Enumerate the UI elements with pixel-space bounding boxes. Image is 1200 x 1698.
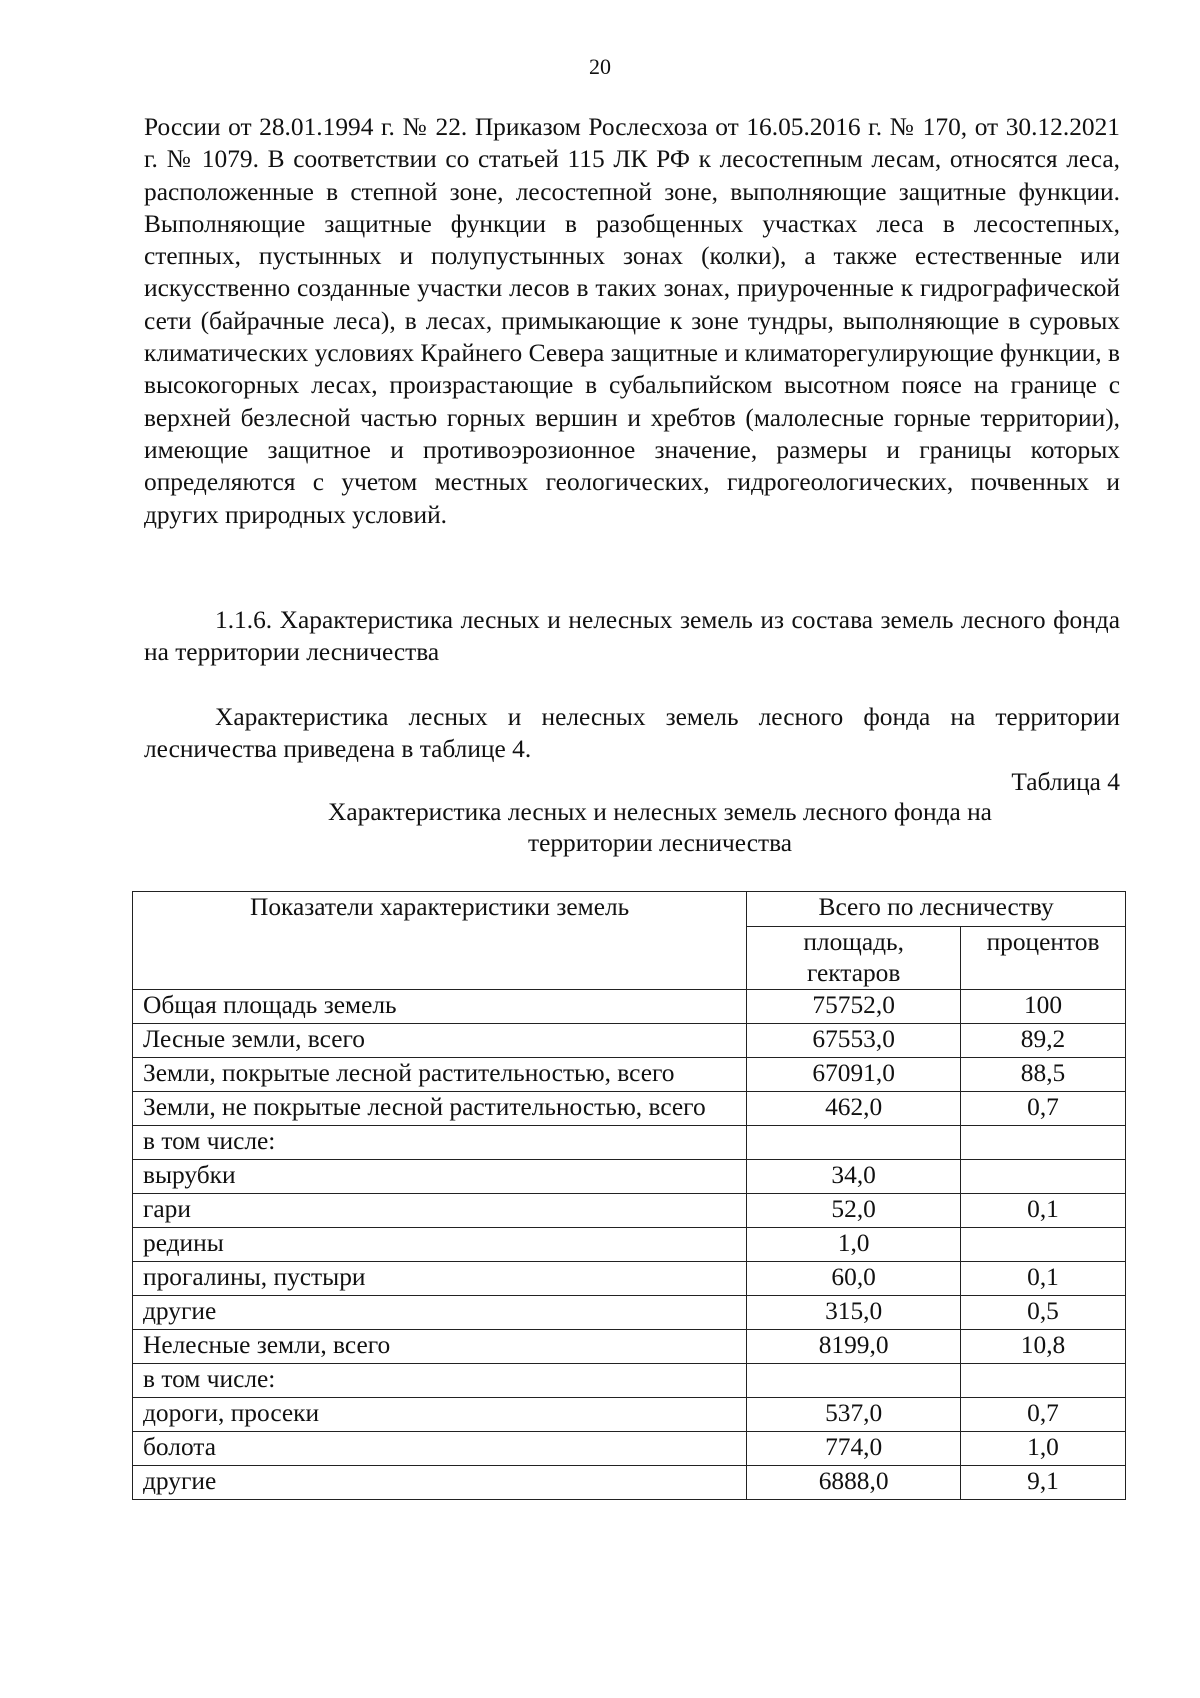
cell-percent: 1,0 — [961, 1432, 1126, 1466]
cell-percent: 0,7 — [961, 1092, 1126, 1126]
table-row — [133, 1228, 1126, 1262]
table-row — [133, 1432, 1126, 1466]
table-title-line-2: территории лесничества — [528, 829, 792, 857]
cell-area: 774,0 — [747, 1432, 961, 1466]
table-row — [133, 1466, 1126, 1500]
cell-area: 1,0 — [747, 1228, 961, 1262]
cell-percent: 89,2 — [961, 1024, 1126, 1058]
cell-indicator: болота — [133, 1432, 747, 1466]
table-title-line-1: Характеристика лесных и нелесных земель лесного фонда на — [328, 798, 992, 826]
cell-area: 52,0 — [747, 1194, 961, 1228]
cell-indicator: редины — [133, 1228, 747, 1262]
cell-percent — [961, 1160, 1126, 1194]
cell-indicator: Земли, не покрытые лесной растительностью, всего — [133, 1092, 747, 1126]
table-header-row — [133, 892, 1126, 927]
cell-percent: 0,1 — [961, 1262, 1126, 1296]
header-area-line-2: гектаров — [806, 959, 901, 987]
section-heading — [144, 604, 1120, 669]
table-row — [133, 1296, 1126, 1330]
paragraph-text: России от 28.01.1994 г. № 22. Приказом Рослесхоза от 16.05.2016 г. № 170, от 30.12.2021 г. № 1079. В соответствии со статьей 115 ЛК РФ к лесостепным лесам, относятся леса, расположенные в степной зоне, лесостепной зоне, выполняющие защитные функции. Выполняющие защитные функции в разобщенных участках леса в лесостепных, степных, пустынных и полупустынных зонах (колки), а также естественные или искусственно созданные участки лесов в таких зонах, приуроченные к гидрографической сети (байрачные леса), в лесах, примыкающие к зоне тундры, выполняющие в суровых климатических условиях Крайнего Севера защитные и климаторегулирующие функции, в высокогорных лесах, произрастающие в субальпийском высотном поясе на границе с верхней безлесной частью горных вершин и хребтов (малолесные горные территории), имеющие защитное и противоэрозионное значение, размеры и границы которых определяются с учетом местных геологических, гидрогеологических, почвенных и других природных условий. — [144, 113, 1120, 529]
cell-indicator: другие — [133, 1466, 747, 1500]
cell-indicator: Нелесные земли, всего — [133, 1330, 747, 1364]
cell-percent: 0,7 — [961, 1398, 1126, 1432]
cell-area: 462,0 — [747, 1092, 961, 1126]
table-row — [133, 1024, 1126, 1058]
table-title — [230, 797, 1090, 859]
table-intro-text: Характеристика лесных и нелесных земель лесного фонда на территории лесничества приведена в таблице 4. — [144, 703, 1120, 764]
cell-area: 34,0 — [747, 1160, 961, 1194]
cell-area: 75752,0 — [747, 990, 961, 1024]
table-row — [133, 1092, 1126, 1126]
cell-area: 67553,0 — [747, 1024, 961, 1058]
cell-percent: 9,1 — [961, 1466, 1126, 1500]
cell-area: 537,0 — [747, 1398, 961, 1432]
cell-percent: 88,5 — [961, 1058, 1126, 1092]
table-row — [133, 1398, 1126, 1432]
cell-indicator: дороги, просеки — [133, 1398, 747, 1432]
table-row — [133, 1126, 1126, 1160]
paragraph-forest-functions — [144, 111, 1120, 531]
cell-percent — [961, 1228, 1126, 1262]
header-area — [747, 927, 961, 990]
cell-indicator: Земли, покрытые лесной растительностью, всего — [133, 1058, 747, 1092]
cell-indicator: Общая площадь земель — [133, 990, 747, 1024]
table-row — [133, 1262, 1126, 1296]
table-row — [133, 990, 1126, 1024]
table-row — [133, 1330, 1126, 1364]
cell-percent: 10,8 — [961, 1330, 1126, 1364]
cell-indicator: другие — [133, 1296, 747, 1330]
cell-area: 315,0 — [747, 1296, 961, 1330]
table-row — [133, 1160, 1126, 1194]
section-heading-text: 1.1.6. Характеристика лесных и нелесных земель из состава земель лесного фонда на территории лесничества — [144, 606, 1120, 667]
cell-indicator: гари — [133, 1194, 747, 1228]
cell-percent — [961, 1126, 1126, 1160]
cell-area: 6888,0 — [747, 1466, 961, 1500]
cell-percent: 0,5 — [961, 1296, 1126, 1330]
cell-indicator: вырубки — [133, 1160, 747, 1194]
page-number: 20 — [589, 54, 611, 79]
cell-indicator: в том числе: — [133, 1364, 747, 1398]
header-percent: процентов — [961, 927, 1126, 990]
cell-area — [747, 1126, 961, 1160]
table-body — [133, 990, 1126, 1500]
table-intro-paragraph — [144, 701, 1120, 766]
table-label: Таблица 4 — [1011, 768, 1120, 796]
cell-indicator: Лесные земли, всего — [133, 1024, 747, 1058]
cell-percent — [961, 1364, 1126, 1398]
cell-area: 60,0 — [747, 1262, 961, 1296]
cell-area: 67091,0 — [747, 1058, 961, 1092]
cell-indicator: в том числе: — [133, 1126, 747, 1160]
header-total: Всего по лесничеству — [747, 892, 1126, 927]
table-row — [133, 1364, 1126, 1398]
cell-area — [747, 1364, 961, 1398]
cell-percent: 0,1 — [961, 1194, 1126, 1228]
table-row — [133, 1058, 1126, 1092]
cell-area: 8199,0 — [747, 1330, 961, 1364]
header-area-line-1: площадь, — [803, 928, 904, 956]
cell-percent: 100 — [961, 990, 1126, 1024]
cell-indicator: прогалины, пустыри — [133, 1262, 747, 1296]
land-characteristics-table — [132, 891, 1126, 1500]
table-row — [133, 1194, 1126, 1228]
header-indicator: Показатели характеристики земель — [133, 892, 747, 990]
